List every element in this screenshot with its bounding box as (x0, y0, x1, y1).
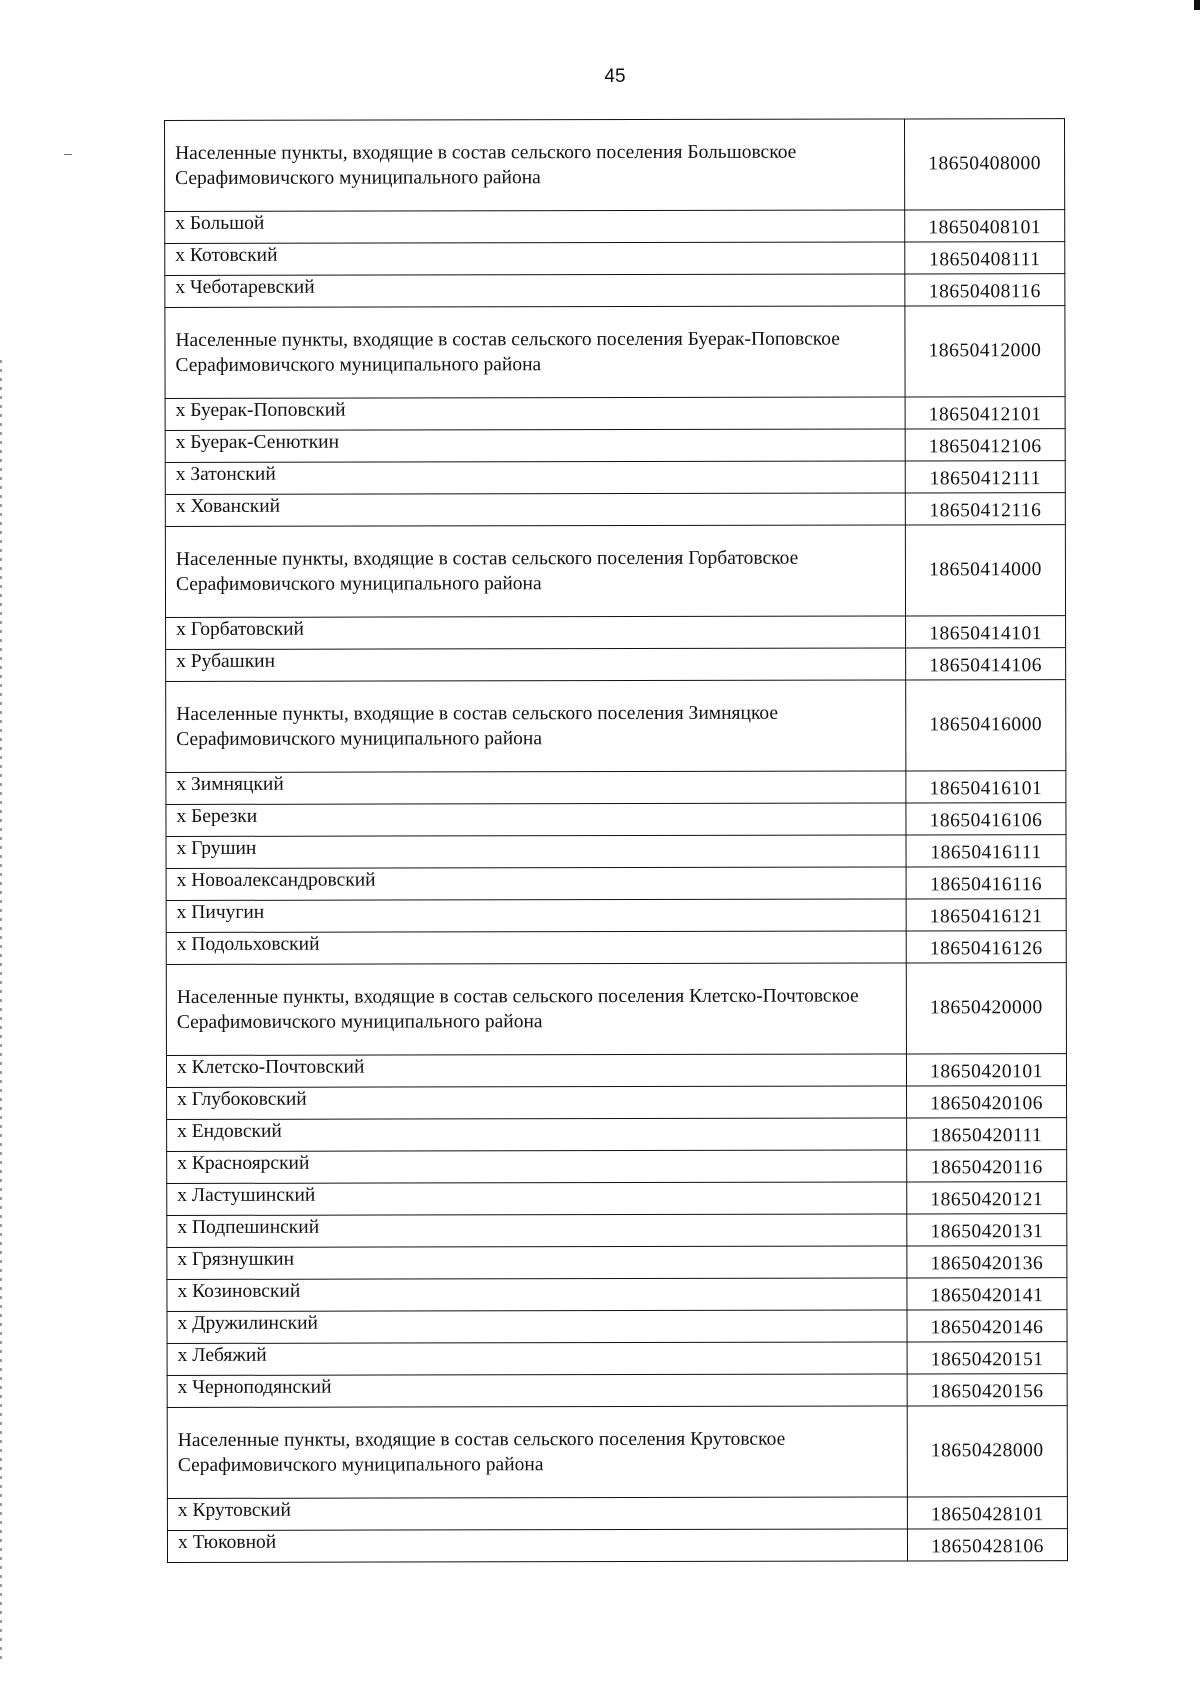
settlement-code-cell: 18650420141 (907, 1278, 1067, 1310)
settlement-group-row (165, 306, 1065, 399)
settlement-row (167, 1150, 1067, 1184)
settlement-code-cell: 18650416101 (906, 771, 1066, 803)
settlement-row (167, 1374, 1067, 1408)
settlement-name-cell: х Козиновский (167, 1278, 907, 1312)
settlement-row (166, 648, 1066, 682)
settlement-group-row (166, 963, 1066, 1056)
settlement-group-row (165, 119, 1065, 212)
group-code-cell: 18650420000 (906, 963, 1066, 1054)
settlement-row (165, 242, 1065, 276)
group-code-cell: 18650408000 (904, 119, 1064, 210)
settlement-name-cell: х Лебяжий (167, 1342, 907, 1376)
settlement-row (167, 1278, 1067, 1312)
group-name-cell: Населенные пункты, входящие в состав сельского поселения Большовское Серафимовичского муниципального района (165, 119, 905, 212)
settlement-name-cell: х Большой (165, 210, 905, 244)
settlement-name-cell: х Грушин (166, 835, 906, 869)
settlement-name-cell: х Тюковной (167, 1529, 907, 1563)
settlement-row (166, 835, 1066, 869)
settlement-group-row (166, 680, 1066, 773)
settlement-name-cell: х Черноподянский (167, 1374, 907, 1408)
settlement-name-cell: х Березки (166, 803, 906, 837)
settlement-name-cell: х Подпешинский (167, 1214, 907, 1248)
settlement-name-cell: х Клетско-Почтовский (166, 1054, 906, 1088)
settlement-code-cell: 18650416111 (906, 835, 1066, 867)
group-name-cell: Населенные пункты, входящие в состав сельского поселения Зимняцкое Серафимовичского муниципального района (166, 680, 906, 773)
settlement-code-cell: 18650416106 (906, 803, 1066, 835)
group-name-cell: Населенные пункты, входящие в состав сельского поселения Горбатовское Серафимовичского муниципального района (165, 525, 905, 618)
settlement-row (165, 461, 1065, 495)
settlement-row (166, 867, 1066, 901)
settlement-code-cell: 18650408111 (905, 242, 1065, 274)
settlement-name-cell: х Грязнушкин (167, 1246, 907, 1280)
settlement-row (165, 397, 1065, 431)
group-code-cell: 18650412000 (905, 306, 1065, 397)
settlement-name-cell: х Затонский (165, 461, 905, 495)
group-code-cell: 18650414000 (905, 525, 1065, 616)
settlement-row (165, 429, 1065, 463)
settlement-name-cell: х Новоалександровский (166, 867, 906, 901)
settlement-code-cell: 18650414106 (906, 648, 1066, 680)
settlement-name-cell: х Ластушинский (167, 1182, 907, 1216)
group-name-cell: Населенные пункты, входящие в состав сельского поселения Крутовское Серафимовичского муниципального района (167, 1406, 907, 1499)
settlement-group-row (165, 525, 1065, 618)
settlement-row (165, 274, 1065, 308)
settlement-name-cell: х Котовский (165, 242, 905, 276)
scan-left-edge (0, 360, 2, 1660)
settlement-code-cell: 18650420121 (907, 1182, 1067, 1214)
settlement-code-cell: 18650420101 (906, 1054, 1066, 1086)
scan-tick-mark (64, 154, 72, 155)
settlement-row (165, 210, 1065, 244)
settlement-name-cell: х Красноярский (167, 1150, 907, 1184)
settlement-name-cell: х Горбатовский (166, 616, 906, 650)
settlement-name-cell: х Буерак-Поповский (165, 397, 905, 431)
settlement-name-cell: х Крутовский (167, 1497, 907, 1531)
settlement-row (167, 1118, 1067, 1152)
settlement-name-cell: х Подольховский (166, 931, 906, 965)
settlement-code-cell: 18650420116 (907, 1150, 1067, 1182)
settlement-row (167, 1182, 1067, 1216)
settlement-code-cell: 18650408116 (905, 274, 1065, 306)
settlement-name-cell: х Ендовский (167, 1118, 907, 1152)
settlement-row (167, 1529, 1067, 1563)
group-code-cell: 18650416000 (906, 680, 1066, 771)
settlement-row (167, 1214, 1067, 1248)
settlement-code-cell: 18650420146 (907, 1310, 1067, 1342)
settlement-code-cell: 18650420136 (907, 1246, 1067, 1278)
settlement-name-cell: х Глубоковский (167, 1086, 907, 1120)
settlement-name-cell: х Рубашкин (166, 648, 906, 682)
settlement-code-cell: 18650420131 (907, 1214, 1067, 1246)
settlement-row (166, 803, 1066, 837)
settlement-row (166, 899, 1066, 933)
settlement-code-cell: 18650420151 (907, 1342, 1067, 1374)
settlement-row (167, 1246, 1067, 1280)
settlement-code-cell: 18650416116 (906, 867, 1066, 899)
settlement-group-row (167, 1406, 1067, 1499)
group-name-cell: Населенные пункты, входящие в состав сельского поселения Клетско-Почтовское Серафимовичского муниципального района (166, 963, 906, 1056)
settlement-code-cell: 18650428106 (907, 1529, 1067, 1561)
settlement-name-cell: х Зимняцкий (166, 771, 906, 805)
settlement-code-cell: 18650420156 (907, 1374, 1067, 1406)
settlement-row (167, 1310, 1067, 1344)
group-name-cell: Населенные пункты, входящие в состав сельского поселения Буерак-Поповское Серафимовичского муниципального района (165, 306, 905, 399)
settlement-name-cell: х Буерак-Сенюткин (165, 429, 905, 463)
settlement-code-cell: 18650416126 (906, 931, 1066, 963)
settlement-code-cell: 18650414101 (906, 616, 1066, 648)
settlement-code-cell: 18650420106 (907, 1086, 1067, 1118)
settlement-row (167, 1497, 1067, 1531)
settlement-code-cell: 18650408101 (905, 210, 1065, 242)
settlement-row (166, 931, 1066, 965)
settlement-code-cell: 18650412116 (905, 493, 1065, 525)
settlement-name-cell: х Пичугин (166, 899, 906, 933)
settlement-name-cell: х Чеботаревский (165, 274, 905, 308)
settlement-row (166, 771, 1066, 805)
settlement-row (167, 1342, 1067, 1376)
group-code-cell: 18650428000 (907, 1406, 1067, 1497)
settlement-row (167, 1086, 1067, 1120)
settlement-row (166, 1054, 1066, 1088)
settlement-code-cell: 18650412101 (905, 397, 1065, 429)
settlement-row (165, 493, 1065, 527)
settlement-name-cell: х Дружилинский (167, 1310, 907, 1344)
settlement-name-cell: х Хованский (165, 493, 905, 527)
settlements-table-body (165, 119, 1068, 1563)
settlement-row (166, 616, 1066, 650)
page-number: 45 (604, 66, 626, 87)
settlements-table (164, 118, 1068, 1563)
settlement-code-cell: 18650416121 (906, 899, 1066, 931)
settlement-code-cell: 18650428101 (907, 1497, 1067, 1529)
settlement-code-cell: 18650412111 (905, 461, 1065, 493)
settlement-code-cell: 18650412106 (905, 429, 1065, 461)
settlement-code-cell: 18650420111 (907, 1118, 1067, 1150)
scan-edge-mark (1194, 0, 1200, 10)
